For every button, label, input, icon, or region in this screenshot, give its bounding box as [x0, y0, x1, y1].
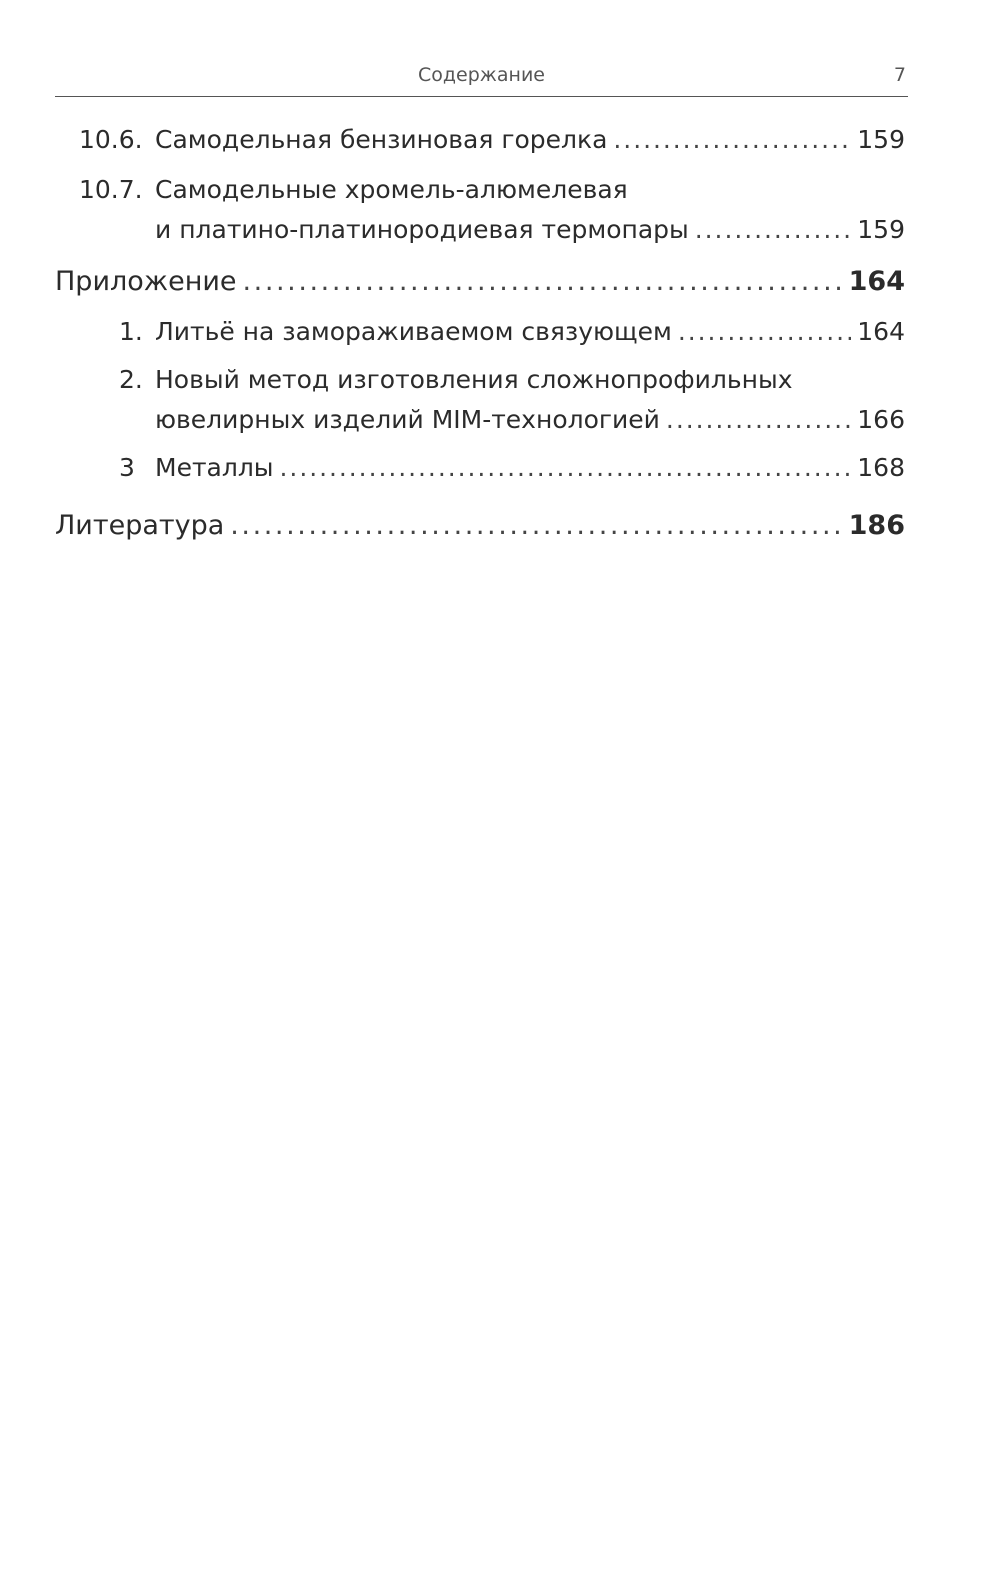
toc-entry-page: 164: [857, 317, 905, 346]
toc-entry-10-6[interactable]: [55, 120, 905, 160]
toc-entry-10-7[interactable]: [55, 170, 905, 250]
toc-entry-page: 186: [848, 510, 905, 541]
toc-entry-page: 166: [857, 405, 905, 434]
toc-entry-number: 10.6.: [79, 125, 143, 154]
dot-leader: [695, 210, 852, 250]
toc-entry-title-line-1: Самодельные хромель-алюмелевая: [155, 175, 628, 204]
toc-entry-page: 159: [857, 215, 905, 244]
running-header: [55, 62, 908, 97]
toc-entry-page: 164: [848, 266, 905, 297]
toc-entry-number: 10.7.: [79, 175, 143, 204]
toc-entry-title: Литература: [55, 510, 225, 541]
toc-entry-appendix[interactable]: [55, 260, 905, 304]
dot-leader: [613, 120, 851, 160]
dot-leader: [280, 448, 852, 488]
toc-entry-title: Металлы: [155, 453, 274, 482]
toc-entry-title: Литьё на замораживаемом связующем: [155, 317, 672, 346]
toc-entry-number: 2.: [119, 365, 143, 394]
toc-entry-title: Самодельная бензиновая горелка: [155, 125, 608, 154]
dot-leader: [666, 400, 851, 440]
table-of-contents: [55, 120, 905, 548]
toc-entry-appendix-2[interactable]: [55, 360, 905, 440]
toc-entry-appendix-3[interactable]: [55, 448, 905, 488]
toc-entry-title-line-2: ювелирных изделий MIM-технологией: [155, 405, 660, 434]
toc-entry-number: 3: [119, 453, 135, 482]
dot-leader: [243, 260, 843, 304]
toc-entry-number: 1.: [119, 317, 143, 346]
toc-entry-title-line-1: Новый метод изготовления сложнопрофильных: [155, 365, 793, 394]
dot-leader: [678, 312, 851, 352]
toc-entry-appendix-1[interactable]: [55, 312, 905, 352]
toc-entry-page: 168: [857, 453, 905, 482]
toc-entry-title-line-2: и платино-платинородиевая термопары: [155, 215, 689, 244]
page-number: 7: [893, 64, 906, 86]
toc-entry-title: Приложение: [55, 266, 237, 297]
running-title: Содержание: [418, 64, 545, 86]
toc-entry-page: 159: [857, 125, 905, 154]
toc-entry-bibliography[interactable]: [55, 504, 905, 548]
dot-leader: [230, 504, 842, 548]
